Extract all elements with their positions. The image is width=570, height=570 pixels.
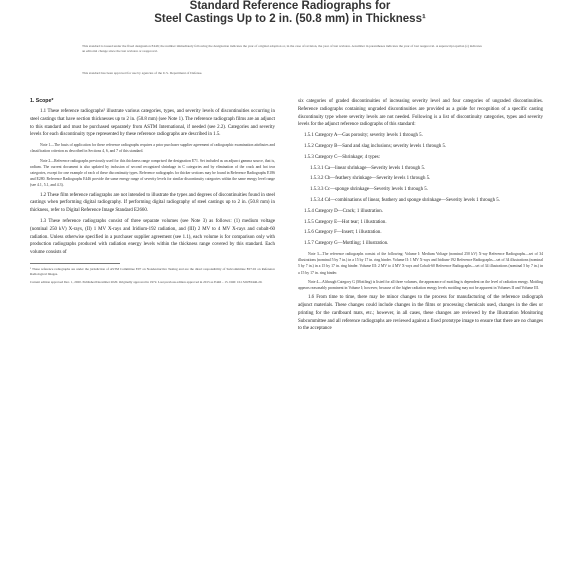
scope-heading: 1. Scope* xyxy=(30,98,54,104)
title-line-1: Standard Reference Radiographs for xyxy=(189,0,391,12)
title-line-2: Steel Castings Up to 2 in. (50.8 mm) in Thickness¹ xyxy=(154,13,426,25)
list-item-1-5-6: 1.5.6 Category F—Insert; 1 illustration. xyxy=(304,230,382,236)
list-item-1-5-1: 1.5.1 Category A—Gas porosity; severity levels 1 through 5. xyxy=(304,133,423,139)
document-title xyxy=(60,0,520,26)
left-column xyxy=(30,98,275,288)
paragraph-1-3: 1.3 These reference radiographs consist of three separate volumes (see Note 3) as follows: (1) medium voltage (nominal 250 kV) X-rays, (II) 1 MV X-rays and Iridium-192 radiation, and (III) 2 MV to 4 MV X-rays and cobalt-60 radiation. Unless otherwise specified in a purchaser supplier agreement (see 1.1), each volume is for comparison only with production radiographs produced with radiation energy levels within the thickness range covered by this standard. Each volume consists of xyxy=(30,219,275,256)
note-1: Note 1—The basis of application for these reference radiographs requires a prior purchaser supplier agreement of radiographic examination attributes and classification criterion as described in Sections 4, 6, and 7 of this standard. xyxy=(30,143,275,154)
list-item-1-5-3-1: 1.5.3.1 Ca—linear shrinkage—Severity levels 1 through 5. xyxy=(310,165,426,171)
dod-approval-note: This standard has been approved for use by agencies of the U.S. Department of Defense. xyxy=(82,71,203,75)
note-4: Note 4—Although Category G (Mottling) is listed for all three volumes, the appearance of mottling is dependent on the level of radiation energy. Mottling appears reasonably prominent in Volume I; however, because of the higher radiation energy levels mottling may not be apparent in Volumes II and Volume III. xyxy=(298,279,543,290)
list-item-1-5-2: 1.5.2 Category B—Sand and slag inclusions; severity levels 1 through 5. xyxy=(304,143,447,149)
list-item-1-5-5: 1.5.5 Category E—Hot tear; 1 illustration. xyxy=(304,219,387,225)
footnote-1: ¹ These reference radiographs are under the jurisdiction of ASTM Committee E07 on Nondestructive Testing and are the direct responsibility of Subcommittee E07.02 on Reference Radiological Images. xyxy=(30,266,275,276)
list-item-1-5-3: 1.5.3 Category C—Shrinkage; 4 types: xyxy=(304,154,381,160)
list-item-1-5-7: 1.5.7 Category G—Mottling; 1 illustration. xyxy=(304,241,389,247)
standard-designation-note: This standard is issued under the fixed designation E446; the number immediately following the designation indicates the year of original adoption or, in the case of revision, the year of last revision. A number in parentheses indicates the year of last reapproval. A superscript epsilon (ε) indicates an editorial change since the last revision or reapproval. xyxy=(82,44,482,53)
right-column xyxy=(298,98,543,336)
list-item-1-5-3-3: 1.5.3.3 Cc—sponge shrinkage—Severity levels 1 through 5. xyxy=(310,187,428,193)
paragraph-continued: six categories of graded discontinuities of increasing severity level and four categories of ungraded discontinuities. Reference radiographs containing ungraded discontinuities are provided as a guide for recognition of a specific casting discontinuity type where severity levels are not needed. Following is a list of discontinuity categories, types and severity levels for the adjunct reference radiographs of this standard: xyxy=(298,99,543,128)
paragraph-1-6: 1.6 From time to time, there may be minor changes to the process for manufacturing of the reference radiograph adjunct materials. These changes could include changes in the films or processing chemicals used, changes in the dies or printing for the cardboard mats, etc.; however, in all cases, these changes are reviewed by the Illustration Monitoring Subcommittee and all reference radiographs are reviewed against a fixed prototype image to ensure that there are no changes to the acceptance xyxy=(298,295,543,332)
paragraph-1-1: 1.1 These reference radiographs² illustrate various categories, types, and severity levels of discontinuities occurring in steel castings that have section thicknesses up to 2 in. (50.8 mm) (see Note 1). The reference radiograph films are an adjunct to this standard and must be purchased separately from ASTM International, if needed (see 2.2). Categories and severity levels for each discontinuity type represented by these reference radiographs are described in 1.5. xyxy=(30,109,275,138)
list-item-1-5-3-2: 1.5.3.2 Cb—feathery shrinkage—Severity levels 1 through 5. xyxy=(310,176,431,182)
paragraph-1-2: 1.2 These film reference radiographs are not intended to illustrate the types and degrees of discontinuities found in steel castings when performing digital radiography. If performing digital radiography of steel castings up to 2 in. (50.8 mm) in thickness, refer to Digital Reference Image Standard E2660. xyxy=(30,192,275,214)
footnote-divider xyxy=(30,263,120,264)
note-3: Note 3—The reference radiographs consist of the following: Volume I: Medium Voltage (nominal 250 kV) X-ray Reference Radiographs—set of 34 illustrations (nominal 5 by 7 in.) in a 15 by 17 in. ring binder. Volume II: 1 MV X-rays and Iridium-192 Reference Radiographs—set of 34 illustrations (nominal 5 by 7 in.) in a 15 by 17 in. ring binder. Volume III: 2 MV to 4 MV X-rays and Cobalt-60 Reference Radiographs—set of 34 illustrations (nominal 5 by 7 in.) in a 15 by 17 in. ring binder. xyxy=(298,251,543,275)
footnote-2: Current edition approved Dec. 1, 2020. Published December 2020. Originally approved in 1972. Last previous edition approved in 2015 as E446 – 15. DOI: 10.1520/E0446-20. xyxy=(30,279,263,284)
list-item-1-5-4: 1.5.4 Category D—Crack; 1 illustration. xyxy=(304,208,383,214)
list-item-1-5-3-4: 1.5.3.4 Cd—combinations of linear, feathery and sponge shrinkage—Severity levels 1 through 5. xyxy=(310,197,500,203)
note-2: Note 2—Reference radiographs previously used for this thickness range comprised the designation E71. Set included as an adjunct gamma source, that is, radium. The current document is also updated by inclusion of second recognized shrinkage in C categories and by elimination of the crack and hot tear categories, except for one example of each of these discontinuity types. Reference radiographs for thicker sections may be found in Reference Radiographs E186 and E280. Reference Radiographs E446 provide the same energy range of severity levels for similar discontinuity categories within the same energy level range (see 4.1, 5.1, and 4.3). xyxy=(30,158,275,188)
